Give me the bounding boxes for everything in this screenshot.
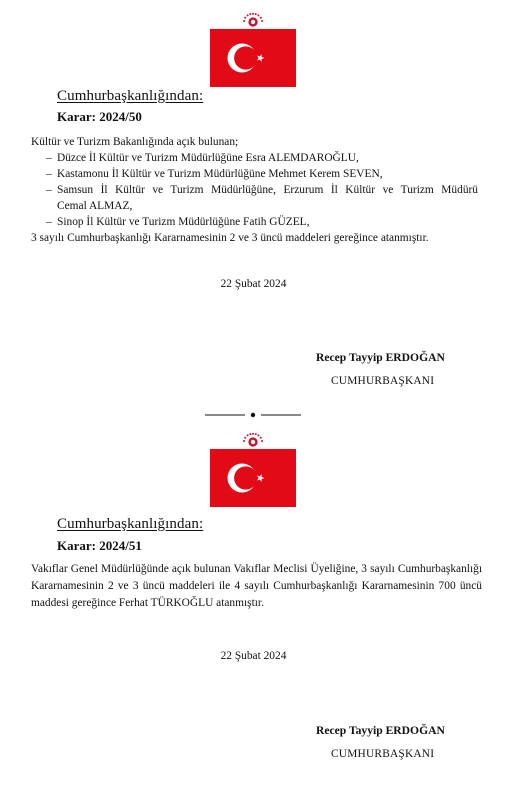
section-divider — [205, 410, 301, 420]
decree-date: 22 Şubat 2024 — [220, 650, 287, 662]
appointment-item: – Sinop İl Kültür ve Turizm Müdürlüğüne Fatih GÜZEL, — [46, 216, 310, 228]
signer-name: Recep Tayyip ERDOĞAN — [316, 351, 445, 364]
signer-name: Recep Tayyip ERDOĞAN — [316, 724, 445, 737]
decree-number: Karar: 2024/51 — [57, 538, 142, 553]
signer-title: CUMHURBAŞKANI — [331, 748, 435, 760]
presidential-seal-icon — [241, 13, 265, 27]
appointment-item: – Düzce İl Kültür ve Turizm Müdürlüğüne Esra ALEMDAROĞLU, — [46, 152, 359, 164]
issuing-office: Cumhurbaşkanlığından: — [57, 88, 204, 104]
presidential-seal-icon — [241, 433, 265, 447]
appointment-item-continuation: Cemal ALMAZ, — [57, 200, 133, 212]
turkish-flag-icon — [210, 449, 296, 507]
appointment-item: – Kastamonu İl Kültür ve Turizm Müdürlüğüne Mehmet Kerem SEVEN, — [46, 168, 383, 180]
decree-body: Vakıflar Genel Müdürlüğünde açık bulunan Vakıflar Meclisi Üyeliğine, 3 sayılı Cumhurbaşkanlığı Kararnamesinin 2 ve 3 üncü maddeleri ile 4 sayılı Cumhurbaşkanlığı Kararnamesinin 700 üncü maddesi gereğince Ferhat TÜRKOĞLU atanmıştır. — [31, 563, 482, 609]
appointment-item-text: Samsun İl Kültür ve Turizm Müdürlüğüne, Erzurum İl Kültür ve Turizm Müdürü — [57, 184, 478, 196]
decree-intro: Kültür ve Turizm Bakanlığında açık bulunan; — [31, 136, 239, 148]
decree-closing: 3 sayılı Cumhurbaşkanlığı Kararnamesinin 2 ve 3 üncü maddeleri gereğince atanmıştır. — [31, 232, 429, 244]
issuing-office: Cumhurbaşkanlığından: — [57, 516, 204, 532]
signer-title: CUMHURBAŞKANI — [331, 375, 435, 387]
decree-date: 22 Şubat 2024 — [220, 278, 287, 290]
turkish-flag-icon — [210, 29, 296, 87]
decree-number: Karar: 2024/50 — [57, 109, 142, 124]
decree-1-emblem — [210, 13, 296, 87]
appointment-item: – — [46, 184, 52, 196]
decree-2-emblem — [210, 433, 296, 507]
